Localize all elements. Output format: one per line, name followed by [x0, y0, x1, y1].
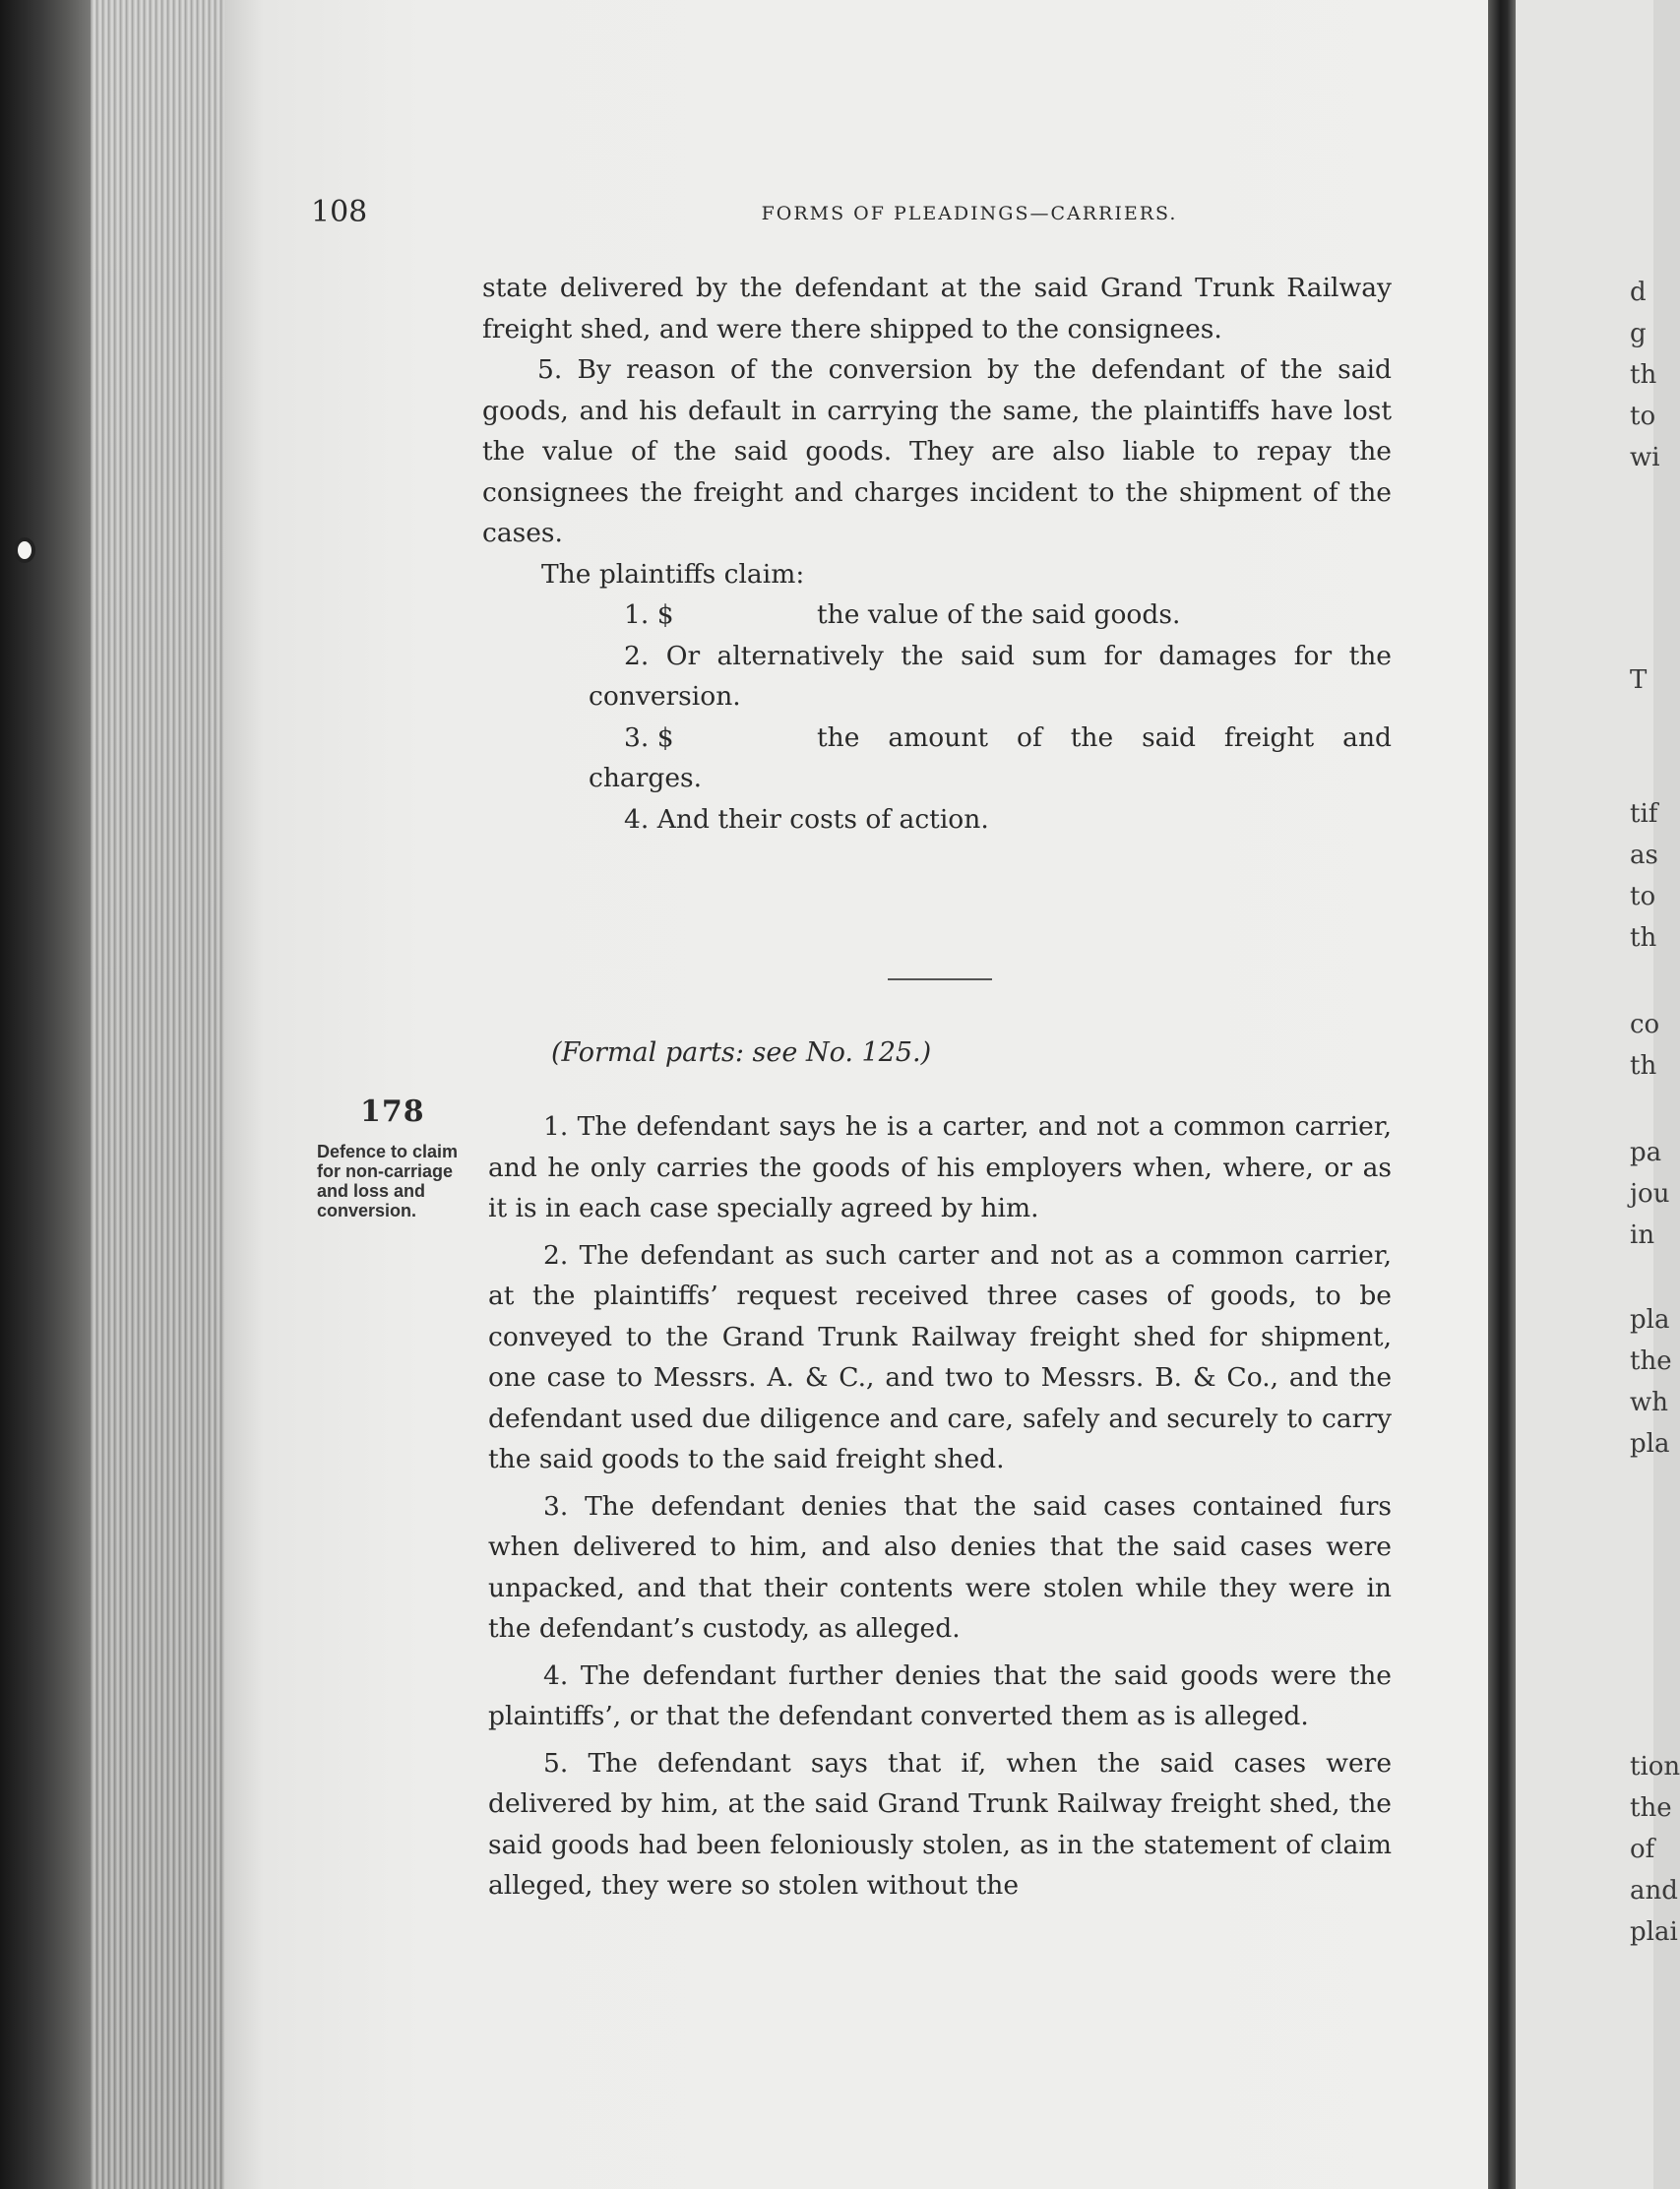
fragment: th [1630, 1051, 1657, 1081]
fragment: co [1630, 1010, 1660, 1039]
fragment: of [1630, 1835, 1655, 1864]
defence-paragraph-4: 4. The defendant further denies that the said goods were the plaintiffs’, or that the defendant converted them as is alleged. [488, 1659, 1392, 1731]
fragment: to [1630, 882, 1656, 911]
fragment: to [1630, 402, 1656, 431]
section-divider [888, 978, 992, 980]
page-header [0, 195, 1653, 234]
defence-text-block [488, 1106, 1392, 1907]
defence-paragraph-3: 3. The defendant denies that the said cases contained furs when delivered to him, and also denies that the said cases were unpacked, and that their contents were stolen while they were in the defendant’s custody, as alleged. [488, 1490, 1392, 1644]
binding-hole-icon [14, 537, 35, 563]
margin-note: Defence to claim for non-carriage and loss and conversion. [317, 1142, 459, 1220]
fragment: th [1630, 923, 1657, 953]
section-number: 178 [360, 1094, 425, 1129]
fragment: wh [1630, 1388, 1668, 1417]
fragment: pla [1630, 1305, 1670, 1335]
book-binding-edge [0, 0, 91, 2189]
fragment: tion [1630, 1752, 1680, 1782]
fragment: and [1630, 1876, 1678, 1906]
fragment: th [1630, 360, 1657, 390]
book-gutter [1488, 0, 1516, 2189]
fragment: plai [1630, 1917, 1678, 1947]
claim-intro: The plaintiffs claim: [541, 558, 805, 590]
fragment: as [1630, 841, 1658, 870]
paragraph-5: 5. By reason of the conversion by the defendant of the said goods, and his default in carrying the same, the plaintiffs have lost the value of the said goods. They are also liable to repay the consignees the freight and charges incident to the shipment of the cases. [482, 354, 1392, 548]
running-head: FORMS OF PLEADINGS—CARRIERS. [761, 203, 1178, 224]
paragraph-continued: state delivered by the defendant at the said Grand Trunk Railway freight shed, and were there shipped to the consignees. [482, 273, 1392, 344]
claim-item-4: 4. And their costs of action. [624, 803, 989, 835]
fragment: jou [1630, 1179, 1670, 1209]
fragment: g [1630, 319, 1647, 348]
top-text-block [482, 268, 1392, 840]
fragment: pa [1630, 1138, 1662, 1167]
defence-paragraph-1: 1. The defendant says he is a carter, and not a common carrier, and he only carries the goods of his employers when, where, or as it is in each case specially agreed by him. [488, 1111, 1392, 1223]
fragment: the [1630, 1793, 1672, 1823]
fragment: tif [1630, 799, 1658, 829]
claim-item-3: 3. $ the amount of the said freight and charges. [589, 721, 1392, 793]
defence-paragraph-2: 2. The defendant as such carter and not as a common carrier, at the plaintiffs’ request received three cases of goods, to be conveyed to the Grand Trunk Railway freight shed for shipment, one case to Messrs. A. & C., and two to Messrs. B. & Co., and the defendant used due diligence and care, safely and securely to carry the said goods to the said freight shed. [488, 1239, 1392, 1474]
fragment: d [1630, 278, 1647, 307]
defence-paragraph-5: 5. The defendant says that if, when the said cases were delivered by him, at the said Grand Trunk Railway freight shed, the said goods had been feloniously stolen, as in the statement of claim alleged, they were so stolen without the [488, 1747, 1392, 1901]
formal-parts-note: (Formal parts: see No. 125.) [551, 1037, 932, 1068]
claim-item-2: 2. Or alternatively the said sum for damages for the conversion. [589, 640, 1392, 712]
fragment: pla [1630, 1429, 1670, 1459]
claim-item-1: 1. $ the value of the said goods. [624, 599, 1181, 630]
fragment: wi [1630, 443, 1660, 472]
fragment: in [1630, 1220, 1655, 1250]
fragment: the [1630, 1346, 1672, 1376]
page-number: 108 [311, 195, 368, 229]
page-stack-edges [91, 0, 226, 2189]
fragment: T [1630, 665, 1648, 695]
